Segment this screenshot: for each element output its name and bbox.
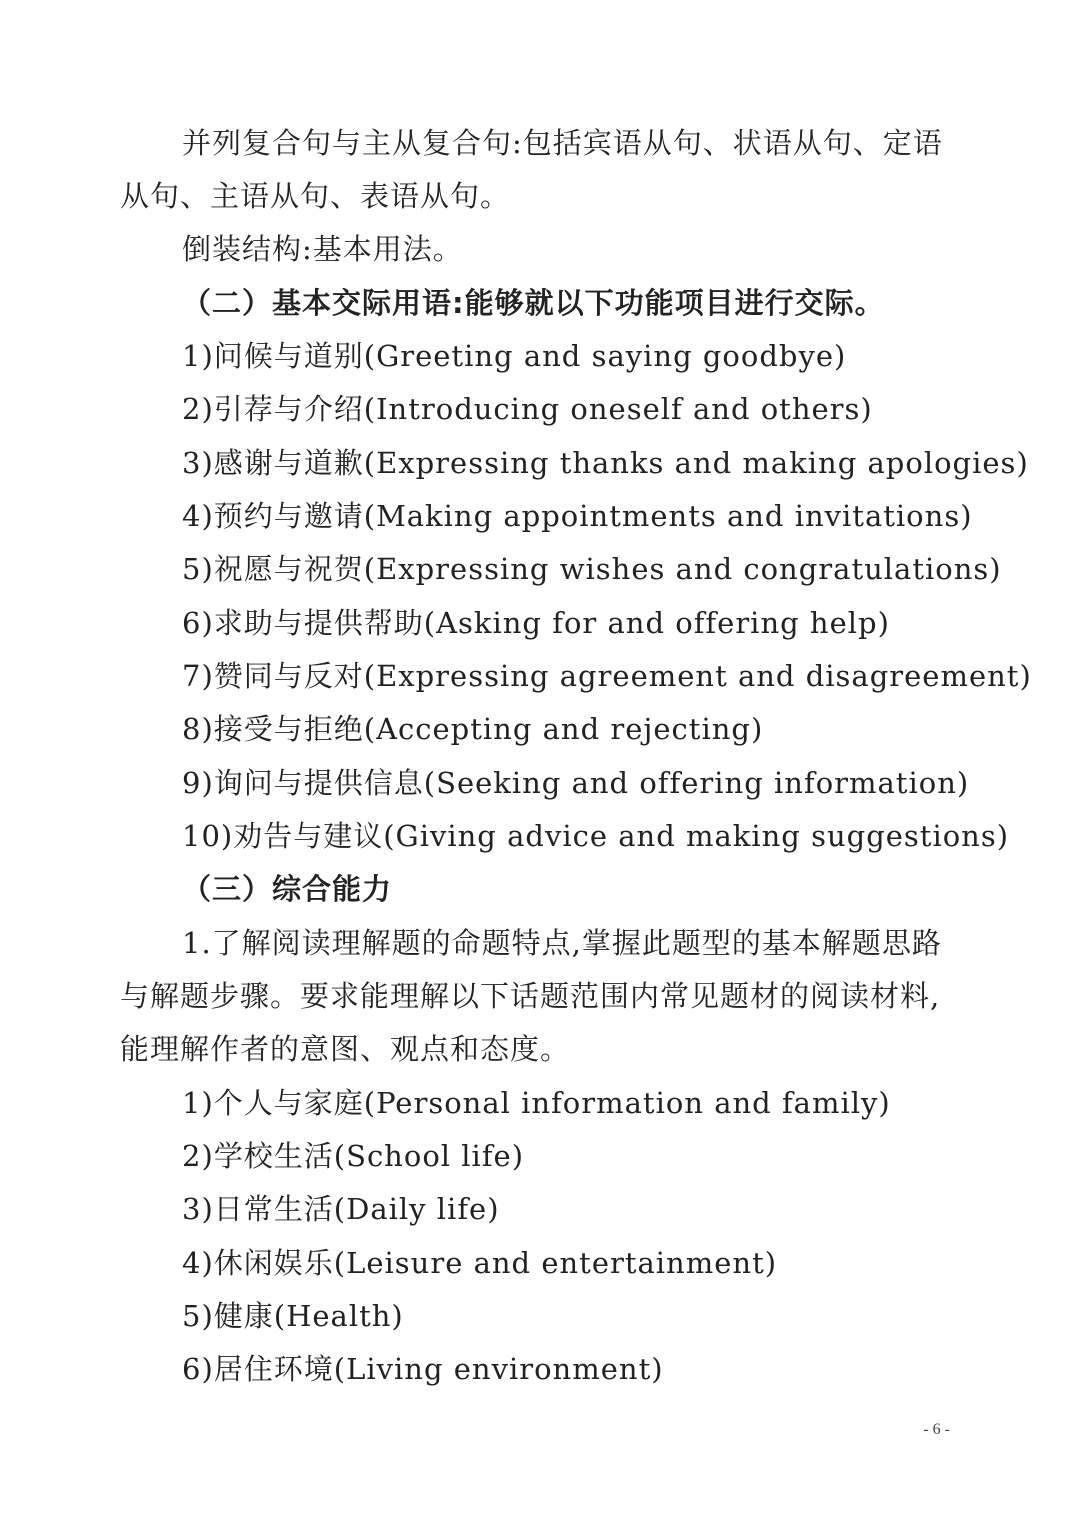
reading-paragraph-line-3: 能理解作者的意图、观点和态度。 (120, 1032, 571, 1066)
communication-item: 1)问候与道别(Greeting and saying goodbye) (182, 339, 847, 373)
communication-item: 2)引荐与介绍(Introducing oneself and others) (182, 392, 873, 426)
communication-item: 5)祝愿与祝贺(Expressing wishes and congratulations) (182, 552, 1002, 586)
communication-item: 4)预约与邀请(Making appointments and invitations) (182, 499, 973, 533)
reading-paragraph-line-1: 1.了解阅读理解题的命题特点,掌握此题型的基本解题思路 (182, 926, 942, 960)
communication-item: 8)接受与拒绝(Accepting and rejecting) (182, 712, 764, 746)
communication-item: 3)感谢与道歉(Expressing thanks and making apologies) (182, 446, 1029, 480)
section-2-heading: （二）基本交际用语:能够就以下功能项目进行交际。 (182, 286, 885, 320)
communication-item: 9)询问与提供信息(Seeking and offering information) (182, 766, 970, 800)
topic-item: 1)个人与家庭(Personal information and family) (182, 1086, 891, 1120)
topic-item: 5)健康(Health) (182, 1299, 404, 1333)
page-number: - 6 - (923, 1421, 950, 1438)
topic-item: 6)居住环境(Living environment) (182, 1352, 664, 1386)
communication-item: 7)赞同与反对(Expressing agreement and disagreement) (182, 659, 1032, 693)
communication-item: 6)求助与提供帮助(Asking for and offering help) (182, 606, 890, 640)
section-3-heading: （三）综合能力 (182, 872, 393, 906)
topic-item: 2)学校生活(School life) (182, 1139, 525, 1173)
topic-item: 4)休闲娱乐(Leisure and entertainment) (182, 1246, 778, 1280)
reading-paragraph-line-2: 与解题步骤。要求能理解以下话题范围内常见题材的阅读材料, (120, 979, 941, 1013)
compound-sentence-line-1: 并列复合句与主从复合句:包括宾语从句、状语从句、定语 (182, 126, 943, 160)
compound-sentence-line-2: 从句、主语从句、表语从句。 (120, 179, 511, 213)
topic-item: 3)日常生活(Daily life) (182, 1192, 500, 1226)
inversion-line: 倒装结构:基本用法。 (182, 232, 463, 266)
communication-item: 10)劝告与建议(Giving advice and making suggestions) (182, 819, 1010, 853)
